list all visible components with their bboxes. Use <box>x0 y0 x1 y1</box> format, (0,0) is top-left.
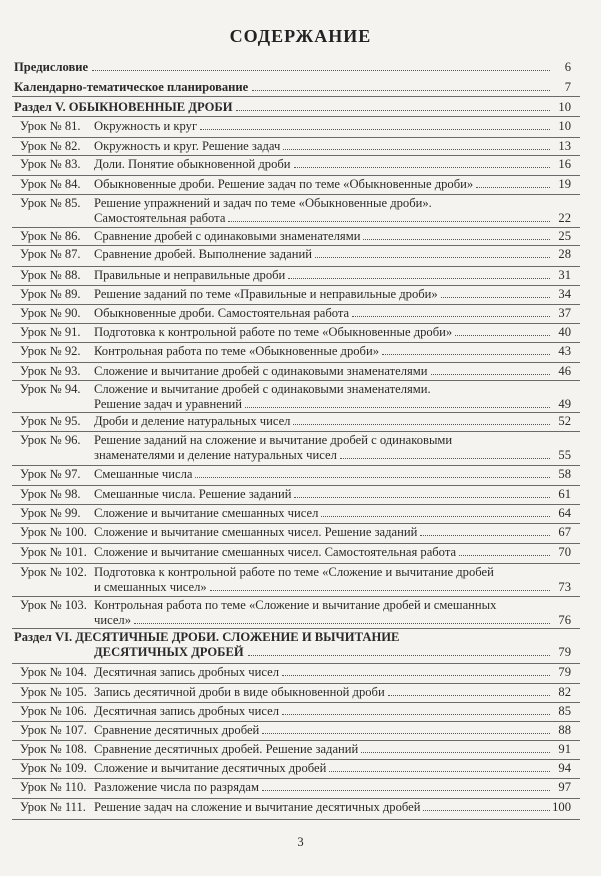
lesson-title-line: Сравнение дробей. Выполнение заданий <box>94 247 312 261</box>
lesson-number: Урок № 81. <box>20 119 81 133</box>
lesson-title-line: Решение заданий на сложение и вычитание дробей с одинаковыми <box>94 433 453 447</box>
dot-leader <box>288 278 550 279</box>
divider <box>12 323 580 324</box>
dot-leader <box>92 70 550 71</box>
lesson-number: Урок № 104. <box>20 665 87 679</box>
lesson-title-line: Правильные и неправильные дроби <box>94 268 286 282</box>
dot-leader <box>262 790 550 791</box>
lesson-page: 85 <box>558 704 571 718</box>
lesson-title-line: Окружность и круг <box>94 119 198 133</box>
lesson-title-line: Решение упражнений и задач по теме «Обыкновенные дроби». <box>94 196 432 210</box>
lesson-title-line: Решение заданий по теме «Правильные и неправильные дроби» <box>94 287 438 301</box>
divider <box>12 759 580 760</box>
front-item-page: 7 <box>564 80 571 94</box>
divider <box>12 778 580 779</box>
dot-leader <box>294 497 550 498</box>
lesson-page: 22 <box>558 211 571 225</box>
lesson-title-line: Сложение и вычитание смешанных чисел <box>94 506 319 520</box>
divider <box>12 465 580 466</box>
section-heading-line2: ДЕСЯТИЧНЫХ ДРОБЕЙ <box>94 645 244 659</box>
lesson-number: Урок № 106. <box>20 704 87 718</box>
lesson-title-line: знаменателями и деление натуральных чисел <box>94 448 337 462</box>
divider <box>12 175 580 176</box>
lesson-title-line: Сравнение дробей с одинаковыми знаменателями <box>94 229 361 243</box>
lesson-title-line: Контрольная работа по теме «Сложение и вычитание дробей и смешанных <box>94 598 497 612</box>
section-heading-page: 79 <box>558 645 571 659</box>
lesson-number: Урок № 109. <box>20 761 87 775</box>
lesson-number: Урок № 90. <box>20 306 81 320</box>
lesson-page: 64 <box>558 506 571 520</box>
divider <box>12 362 580 363</box>
lesson-number: Урок № 83. <box>20 157 81 171</box>
divider <box>12 663 580 664</box>
lesson-page: 55 <box>558 448 571 462</box>
lesson-page: 70 <box>558 545 571 559</box>
lesson-number: Урок № 85. <box>20 196 81 210</box>
dot-leader <box>248 655 550 656</box>
divider <box>12 523 580 524</box>
dot-leader <box>282 675 550 676</box>
lesson-page: 97 <box>558 780 571 794</box>
lesson-title-line: Дроби и деление натуральных чисел <box>94 414 291 428</box>
lesson-page: 58 <box>558 467 571 481</box>
lesson-title-line: Запись десятичной дроби в виде обыкновенной дроби <box>94 685 385 699</box>
dot-leader <box>329 771 550 772</box>
lesson-number: Урок № 91. <box>20 325 81 339</box>
lesson-title-line: Контрольная работа по теме «Обыкновенные дроби» <box>94 344 380 358</box>
dot-leader <box>363 239 550 240</box>
divider <box>12 563 580 564</box>
divider <box>12 245 580 246</box>
dot-leader <box>423 810 550 811</box>
lesson-number: Урок № 100. <box>20 525 87 539</box>
divider <box>12 380 580 381</box>
lesson-page: 40 <box>558 325 571 339</box>
dot-leader <box>293 424 550 425</box>
lesson-title-line: чисел» <box>94 613 131 627</box>
lesson-title-line: Окружность и круг. Решение задач <box>94 139 281 153</box>
divider <box>12 740 580 741</box>
lesson-title-line: Обыкновенные дроби. Самостоятельная работа <box>94 306 350 320</box>
dot-leader <box>195 477 550 478</box>
divider <box>12 285 580 286</box>
dot-leader <box>420 535 550 536</box>
front-item-label: Предисловие <box>14 60 89 74</box>
dot-leader <box>459 555 550 556</box>
lesson-page: 73 <box>558 580 571 594</box>
dot-leader <box>282 714 550 715</box>
lesson-page: 49 <box>558 397 571 411</box>
lesson-title-line: Самостоятельная работа <box>94 211 226 225</box>
section-heading-line1: Раздел VI. ДЕСЯТИЧНЫЕ ДРОБИ. СЛОЖЕНИЕ И ВЫЧИТАНИЕ <box>14 630 400 644</box>
section-heading-page: 10 <box>558 100 571 114</box>
dot-leader <box>361 752 550 753</box>
lesson-number: Урок № 105. <box>20 685 87 699</box>
lesson-number: Урок № 99. <box>20 506 81 520</box>
lesson-title-line: Обыкновенные дроби. Решение задач по теме «Обыкновенные дроби» <box>94 177 474 191</box>
divider <box>12 155 580 156</box>
divider <box>12 412 580 413</box>
divider <box>12 683 580 684</box>
lesson-page: 61 <box>558 487 571 501</box>
lesson-page: 82 <box>558 685 571 699</box>
lesson-title-line: Разложение числа по разрядам <box>94 780 259 794</box>
dot-leader <box>228 221 550 222</box>
lesson-number: Урок № 108. <box>20 742 87 756</box>
divider <box>12 227 580 228</box>
divider <box>12 266 580 267</box>
lesson-title-line: Сравнение десятичных дробей <box>94 723 260 737</box>
lesson-title-line: Решение задач на сложение и вычитание десятичных дробей <box>94 800 421 814</box>
dot-leader <box>294 167 550 168</box>
lesson-number: Урок № 102. <box>20 565 87 579</box>
lesson-title-line: Сложение и вычитание дробей с одинаковыми знаменателями. <box>94 382 431 396</box>
lesson-title-line: Решение задач и уравнений <box>94 397 243 411</box>
lesson-page: 16 <box>558 157 571 171</box>
divider <box>12 304 580 305</box>
dot-leader <box>431 374 551 375</box>
lesson-page: 91 <box>558 742 571 756</box>
dot-leader <box>476 187 550 188</box>
dot-leader <box>455 335 550 336</box>
lesson-page: 19 <box>558 177 571 191</box>
divider <box>12 116 580 117</box>
lesson-page: 10 <box>558 119 571 133</box>
dot-leader <box>210 590 550 591</box>
dot-leader <box>315 257 550 258</box>
lesson-page: 76 <box>558 613 571 627</box>
divider <box>12 798 580 799</box>
lesson-page: 100 <box>552 800 571 814</box>
dot-leader <box>236 110 550 111</box>
lesson-title-line: Сложение и вычитание смешанных чисел. Самостоятельная работа <box>94 545 457 559</box>
divider <box>12 721 580 722</box>
dot-leader <box>200 129 550 130</box>
lesson-title-line: Смешанные числа. Решение заданий <box>94 487 292 501</box>
lesson-title-line: Доли. Понятие обыкновенной дроби <box>94 157 291 171</box>
lesson-title-line: Смешанные числа <box>94 467 193 481</box>
lesson-page: 79 <box>558 665 571 679</box>
lesson-title-line: Сложение и вычитание смешанных чисел. Решение заданий <box>94 525 418 539</box>
dot-leader <box>352 316 550 317</box>
lesson-page: 13 <box>558 139 571 153</box>
divider <box>12 543 580 544</box>
lesson-number: Урок № 94. <box>20 382 81 396</box>
divider <box>12 819 580 820</box>
lesson-number: Урок № 96. <box>20 433 81 447</box>
divider <box>12 628 580 629</box>
lesson-page: 37 <box>558 306 571 320</box>
lesson-number: Урок № 89. <box>20 287 81 301</box>
lesson-page: 43 <box>558 344 571 358</box>
lesson-page: 28 <box>558 247 571 261</box>
divider <box>12 431 580 432</box>
lesson-number: Урок № 86. <box>20 229 81 243</box>
lesson-page: 25 <box>558 229 571 243</box>
lesson-number: Урок № 98. <box>20 487 81 501</box>
lesson-page: 94 <box>558 761 571 775</box>
dot-leader <box>321 516 550 517</box>
lesson-page: 46 <box>558 364 571 378</box>
lesson-number: Урок № 93. <box>20 364 81 378</box>
front-item-label: Календарно-тематическое планирование <box>14 80 249 94</box>
lesson-title-line: Десятичная запись дробных чисел <box>94 665 279 679</box>
lesson-page: 31 <box>558 268 571 282</box>
lesson-number: Урок № 107. <box>20 723 87 737</box>
lesson-number: Урок № 111. <box>20 800 86 814</box>
lesson-page: 52 <box>558 414 571 428</box>
lesson-number: Урок № 110. <box>20 780 87 794</box>
lesson-number: Урок № 92. <box>20 344 81 358</box>
dot-leader <box>245 407 550 408</box>
lesson-title-line: Сравнение десятичных дробей. Решение заданий <box>94 742 359 756</box>
lesson-number: Урок № 88. <box>20 268 81 282</box>
divider <box>12 137 580 138</box>
page-number: 3 <box>297 835 304 849</box>
lesson-title-line: Сложение и вычитание десятичных дробей <box>94 761 327 775</box>
lesson-number: Урок № 82. <box>20 139 81 153</box>
dot-leader <box>382 354 550 355</box>
lesson-page: 67 <box>558 525 571 539</box>
lesson-title-line: Сложение и вычитание дробей с одинаковыми знаменателями <box>94 364 428 378</box>
dot-leader <box>388 695 550 696</box>
lesson-number: Урок № 103. <box>20 598 87 612</box>
lesson-page: 34 <box>558 287 571 301</box>
dot-leader <box>441 297 550 298</box>
divider <box>12 702 580 703</box>
dot-leader <box>262 733 550 734</box>
section-heading-label: Раздел V. ОБЫКНОВЕННЫЕ ДРОБИ <box>14 100 233 114</box>
dot-leader <box>340 458 550 459</box>
lesson-title-line: Десятичная запись дробных чисел <box>94 704 279 718</box>
page-title: СОДЕРЖАНИЕ <box>229 26 372 46</box>
lesson-number: Урок № 101. <box>20 545 87 559</box>
divider <box>12 504 580 505</box>
divider <box>12 596 580 597</box>
dot-leader <box>252 90 550 91</box>
dot-leader <box>134 623 550 624</box>
front-item-page: 6 <box>564 60 571 74</box>
lesson-page: 88 <box>558 723 571 737</box>
divider <box>12 342 580 343</box>
divider <box>12 96 580 97</box>
lesson-title-line: и смешанных чисел» <box>94 580 207 594</box>
dot-leader <box>283 149 550 150</box>
lesson-number: Урок № 97. <box>20 467 81 481</box>
lesson-number: Урок № 95. <box>20 414 81 428</box>
lesson-title-line: Подготовка к контрольной работе по теме «Сложение и вычитание дробей <box>94 565 494 579</box>
divider <box>12 485 580 486</box>
lesson-title-line: Подготовка к контрольной работе по теме «Обыкновенные дроби» <box>94 325 453 339</box>
lesson-number: Урок № 84. <box>20 177 81 191</box>
lesson-number: Урок № 87. <box>20 247 81 261</box>
divider <box>12 194 580 195</box>
